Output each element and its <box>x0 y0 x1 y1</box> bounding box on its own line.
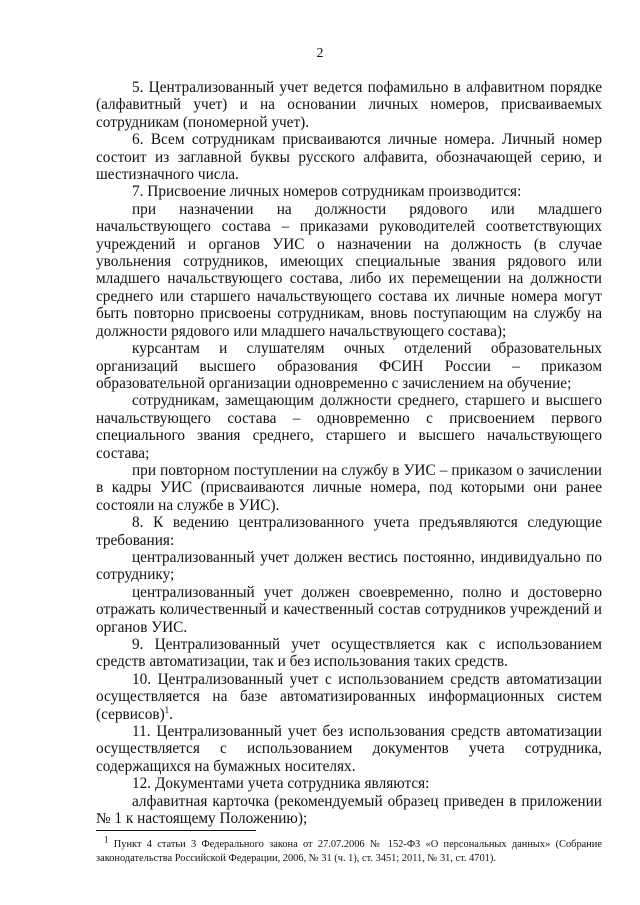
document-body <box>96 79 602 827</box>
paragraph-7-item-3: сотрудникам, замещающим должности среднего, старшего и высшего начальствующего состава – одновременно с присвоением первого специального звания среднего, старшего и высшего начальствующего состава; <box>96 392 602 462</box>
paragraph-8-item-2: централизованный учет должен своевременно, полно и достоверно отражать количественный и качественный состав сотрудников учреждений и органов УИС. <box>96 583 602 636</box>
paragraph-11: 11. Централизованный учет без использования средств автоматизации осуществляется с использованием документов учета сотрудника, содержащихся на бумажных носителях. <box>96 723 602 775</box>
footnote-separator <box>96 830 256 831</box>
paragraph-12: 12. Документами учета сотрудника являются: <box>132 775 430 793</box>
paragraph-5: 5. Централизованный учет ведется пофамильно в алфавитном порядке (алфавитный учет) и на основании личных номеров, присваиваемых сотрудникам (пономерной учет). <box>96 79 602 131</box>
paragraph-6: 6. Всем сотрудникам присваиваются личные номера. Личный номер состоит из заглавной буквы русского алфавита, обозначающей серию, и шестизначного числа. <box>96 131 602 184</box>
footnote-text: Пункт 4 статьи 3 Федерального закона от 27.07.2006 № 152-ФЗ «О персональных данных» (Собрание законодательства Российской Федерации, 2006, № 31 (ч. 1), ст. 3451; 2011, № 31, ст. 4701). <box>96 839 602 864</box>
page-number: 2 <box>316 46 324 61</box>
paragraph-7-item-1: при назначении на должности рядового или младшего начальствующего состава – приказами руководителей соответствующих учреждений и органов УИС о назначении на должность (в случае увольнения сотрудников, имеющих специальные звания рядового или младшего начальствующего состава, либо их перемещении на должности среднего или старшего начальствующего состава их личные номера могут быть повторно присвоены сотрудникам, вновь поступающим на службу на должности рядового или младшего начальствующего состава); <box>96 200 602 340</box>
paragraph-9: 9. Централизованный учет осуществляется как с использованием средств автоматизации, так и без использования таких средств. <box>96 636 602 671</box>
paragraph-7: 7. Присвоение личных номеров сотрудникам производится: <box>132 183 522 201</box>
footnote-marker: 1 <box>104 834 109 845</box>
paragraph-7-item-2: курсантам и слушателям очных отделений образовательных организаций высшего образования ФСИН России – приказом образовательной организации одновременно с зачислением на обучение; <box>96 340 602 392</box>
paragraph-7-item-4: при повторном поступлении на службу в УИС – приказом о зачислении в кадры УИС (присваиваются личные номера, под которыми они ранее состояли на службе в УИС). <box>96 461 602 514</box>
footnote <box>96 834 602 866</box>
paragraph-12-item-1: алфавитная карточка (рекомендуемый образец приведен в приложении № 1 к настоящему Положению); <box>96 792 602 828</box>
paragraph-10-text: 10. Централизованный учет с использованием средств автоматизации осуществляется на базе автоматизированных информационных систем (сервисов) <box>96 670 602 723</box>
paragraph-10 <box>96 671 602 723</box>
footnote-reference: 1 <box>164 704 170 715</box>
paragraph-10-end: . <box>169 705 173 723</box>
paragraph-8-item-1: централизованный учет должен вестись постоянно, индивидуально по сотруднику; <box>96 548 602 584</box>
paragraph-8: 8. К ведению централизованного учета предъявляются следующие требования: <box>96 514 602 549</box>
